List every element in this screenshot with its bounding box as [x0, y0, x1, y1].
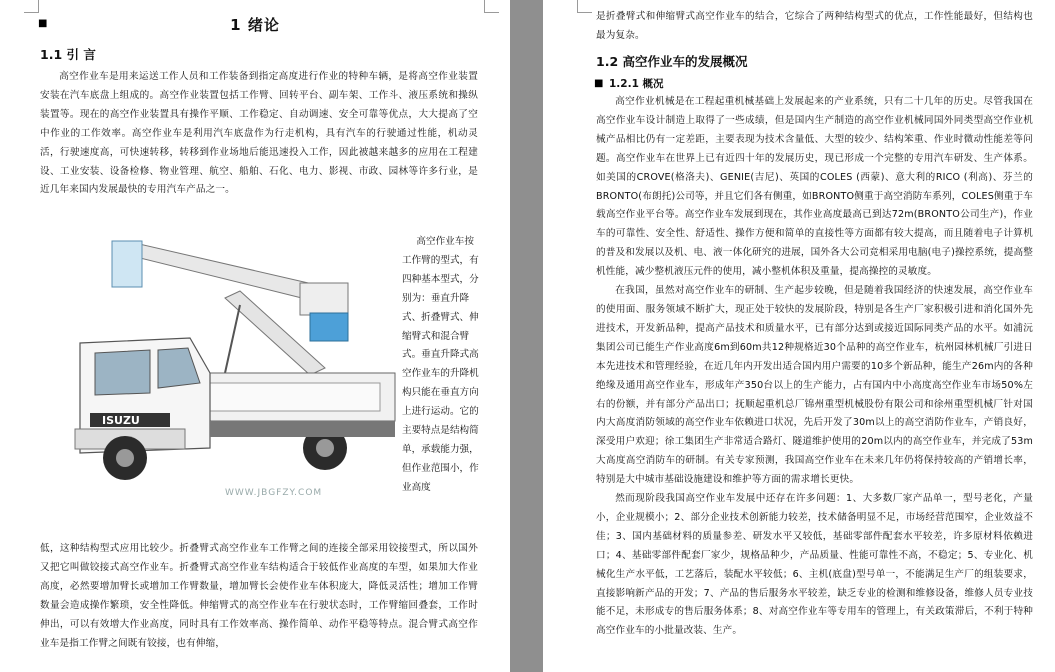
right-body-block: [596, 93, 1033, 641]
margin-corner-mark: [484, 0, 499, 13]
truck-illustration: [40, 233, 402, 501]
section-title-intro: 1.1 引 言: [40, 47, 96, 62]
left-page: [0, 0, 510, 672]
chapter-title: 1 绪论: [230, 16, 280, 34]
boom-types-paragraph: 高空作业车按工作臂的型式，有四种基本型式，分别为：垂直升降式、折叠臂式、伸缩臂式和混合臂式。垂直升降式高空作业车的升降机构只能在垂直方向上进行运动。它的主要特点是结构简单，承载能力强，但作业范围小，作业高度: [402, 236, 479, 493]
domestic-paragraph: 在我国，虽然对高空作业车的研制、生产起步较晚，但是随着我国经济的快速发展，高空作业车的使用面、服务领域不断扩大，现正处于较快的发展阶段，特别是各生产厂家积极引进和消化国外先进技术，开发新品种，提高产品技术和质量水平，已有部分达到或接近国际同类产品的水平。如浦沅集团公司已能生产作业高度6m到60m共12种规格近30个品种的高空作业车，杭州园林机械厂引进日本先进技术和管理经验，在近几年内开发出适合国内用户需要的10多个新品种，能生产26m内的各种绝缘及通用高空作业车，形成年产350台以上的生产能力，占有国内中小高度高空作业车市场50%左右的份额，并有部分产品出口；抚顺起重机总厂锦州重型机械股份有限公司和徐州重型机械厂针对国内大高度消防领域的高空作业车依赖进口状况，先后开发了30m以上的高空消防作业车，产销良好，深受用户欢迎；徐工集团生产非常适合路灯、隧道维护使用的20m以内的高空作业车，并完成了53m大高度高空消防车的研制。有关专家预测，我国高空作业车在未来几年仍将保持较高的产销增长率，特别是大中城市基础设施建设和维护等方面的需求增长更快。: [596, 285, 1033, 486]
page-gap: [510, 0, 543, 672]
intro-paragraph: 高空作业车是用来运送工作人员和工作装备到指定高度进行作业的特种车辆，是将高空作业装置安装在汽车底盘上组成的。高空作业装置包括工作臂、回转平台、副车架、工作斗、液压系统和操纵装置等。现在的高空作业装置具有操作平顺、工作稳定、自动调速、安全可靠等优点，大大提高了空中作业的工作效率。高空作业车是利用汽车底盘作为行走机构，具有汽车的行驶通过性能，机动灵活，行驶速度高，可快速转移，转移到作业场地后能迅速投入工作，因此被越来越多的应用在工程建设、工业安装、设备检修、物业管理、航空、船舶、石化、电力、影视、市政、园林等许多行业，是近几年来国内发展最快的专用汽车产品之一。: [40, 71, 478, 196]
bullet-marker: ■: [594, 78, 604, 89]
float-text-block: [402, 233, 482, 498]
right-top-block: [596, 8, 1033, 46]
intro-block: [40, 68, 478, 200]
truck-brand-text: ISUZU: [102, 414, 140, 427]
margin-corner-mark: [24, 0, 39, 13]
overview-paragraph: 高空作业机械是在工程起重机械基础上发展起来的产业系统，只有二十几年的历史。尽管我国在高空作业车设计制造上取得了一些成绩，但是国内生产制造的高空作业机械同国外同类型高空作业机械产品相比仍有一定差距，主要表现为技术含量低、大型的较少、结构笨重、作业时微动性能差等问题。高空作业车在世界上已有近四十年的发展历史，现已形成一个完整的专用汽车研发、生产体系。如美国的CROVE(格洛夫)、GENIE(吉尼)、英国的COLES (西蒙)、意大利的RICO (利高)、芬兰的BRONTO(布朗托)公司等，并且它们各有侧重，如BRONTO侧重于高空消防车系列，COLES侧重于车载高空作业平台等。高空作业车发展到现在，其作业高度最高已到达72m(BRONTO公司生产)，作业车的可靠性、安全性、舒适性、操作方便和简单的直接性等方面都有较大提高，而且随着电子计算机的普及和发展以及机、电、液一体化研究的进展，国外各大公司竞相采用电脑(电子)操控系统，提高整机性能，减少整机液压元件的使用，减小整机体积及重量，提高操控的灵敏度。: [596, 96, 1033, 278]
subsection-title-overview: 1.2.1 概况: [609, 78, 664, 90]
continued-block: [40, 540, 478, 653]
aerial-work-truck-image: [40, 233, 402, 501]
margin-corner-mark: [577, 0, 592, 13]
bullet-marker: ■: [38, 18, 48, 29]
problems-paragraph: 然而现阶段我国高空作业车发展中还存在许多问题：1、大多数厂家产品单一，型号老化，产量小，企业规模小；2、部分企业技术创新能力较差，技术储备明显不足，市场经营范围窄，企业效益不佳；3、国内基础材料的质量参差、研发水平又较低，基础零部件配套水平较差，许多原材料依赖进口；4、基础零部件配套厂家少，规格品种少，产品质量、性能可靠性不高，不稳定；5、专业化、机械化生产水平低，工艺落后，装配水平较低；6、主机(底盘)型号单一，不能满足生产厂的组装要求，直接影响新产品的开发；7、产品的售后服务水平较差，缺乏专业的检测和维修设备，维修人员专业技能不足，未形成专的售后服务体系；8、对高空作业车等专用车的管理上，有关政策滞后，不利于特种高空作业车的小批量改装、生产。: [596, 493, 1033, 637]
continued-paragraph: 低，这种结构型式应用比较少。折叠臂式高空作业车工作臂之间的连接全部采用铰接型式，所以国外又把它叫做铰接式高空作业车。折叠臂式高空作业车结构适合于较低作业高度的车型，如果加大作业高度，必然要增加臂长或增加工作臂数量，增加臂长会使作业车体积庞大，降低灵活性；增加工作臂数量会造成操作繁琐，安全性降低。伸缩臂式的高空作业车在行驶状态时，工作臂缩回叠套，工作时伸出，可以有效增大作业高度，同时具有工作效率高、操作简单、动作平稳等特点。混合臂式高空作业车是指工作臂之间既有铰接，也有伸缩，: [40, 543, 478, 649]
right-page: [543, 0, 1055, 672]
section-title-development: 1.2 高空作业车的发展概况: [596, 54, 748, 69]
image-watermark: WWW.JBGFZY.COM: [225, 488, 323, 498]
right-top-paragraph: 是折叠臂式和伸缩臂式高空作业车的结合，它综合了两种结构型式的优点，工作性能最好，但结构也最为复杂。: [596, 11, 1033, 41]
